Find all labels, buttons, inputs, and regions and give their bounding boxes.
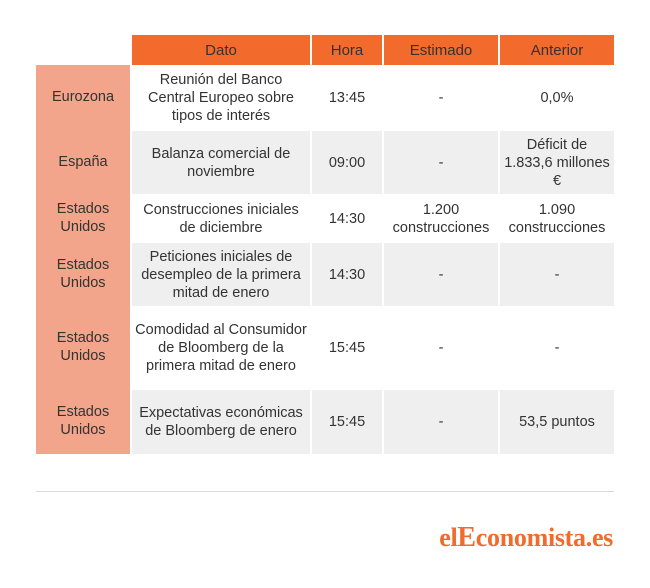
estimado-cell: - bbox=[382, 241, 498, 306]
region-cell: Estados Unidos bbox=[36, 241, 130, 306]
region-cell: Estados Unidos bbox=[36, 388, 130, 454]
region-cell: Estados Unidos bbox=[36, 194, 130, 241]
estimado-cell: 1.200 construcciones bbox=[382, 194, 498, 241]
header-anterior: Anterior bbox=[498, 35, 614, 65]
footer-divider bbox=[36, 491, 614, 492]
estimado-cell: - bbox=[382, 306, 498, 388]
anterior-cell: 1.090 construcciones bbox=[498, 194, 614, 241]
anterior-cell: Déficit de 1.833,6 millones € bbox=[498, 129, 614, 194]
anterior-cell: 53,5 puntos bbox=[498, 388, 614, 454]
table-row bbox=[36, 241, 614, 306]
table-row bbox=[36, 388, 614, 454]
hora-cell: 14:30 bbox=[310, 194, 382, 241]
economic-calendar-table bbox=[36, 35, 614, 454]
hora-cell: 13:45 bbox=[310, 65, 382, 129]
dato-cell: Construcciones iniciales de diciembre bbox=[130, 194, 310, 241]
region-cell: Estados Unidos bbox=[36, 306, 130, 388]
anterior-cell: - bbox=[498, 306, 614, 388]
estimado-cell: - bbox=[382, 388, 498, 454]
anterior-cell: - bbox=[498, 241, 614, 306]
table-header-row bbox=[36, 35, 614, 65]
hora-cell: 09:00 bbox=[310, 129, 382, 194]
header-hora: Hora bbox=[310, 35, 382, 65]
logo-part-conomista: conomista.es bbox=[475, 523, 613, 552]
region-cell: España bbox=[36, 129, 130, 194]
table-row bbox=[36, 65, 614, 129]
dato-cell: Balanza comercial de noviembre bbox=[130, 129, 310, 194]
dato-cell: Comodidad al Consumidor de Bloomberg de la primera mitad de enero bbox=[130, 306, 310, 388]
estimado-cell: - bbox=[382, 65, 498, 129]
anterior-cell: 0,0% bbox=[498, 65, 614, 129]
logo-part-el: el bbox=[439, 523, 458, 552]
hora-cell: 15:45 bbox=[310, 388, 382, 454]
region-cell: Eurozona bbox=[36, 65, 130, 129]
estimado-cell: - bbox=[382, 129, 498, 194]
header-blank-cell bbox=[36, 35, 130, 65]
logo-part-e: E bbox=[457, 522, 476, 553]
header-dato: Dato bbox=[130, 35, 310, 65]
table-row bbox=[36, 306, 614, 388]
header-estimado: Estimado bbox=[382, 35, 498, 65]
table-row bbox=[36, 129, 614, 194]
eleconomista-logo[interactable] bbox=[439, 522, 613, 554]
dato-cell: Reunión del Banco Central Europeo sobre tipos de interés bbox=[130, 65, 310, 129]
calendar-table-container bbox=[36, 35, 614, 454]
hora-cell: 15:45 bbox=[310, 306, 382, 388]
hora-cell: 14:30 bbox=[310, 241, 382, 306]
dato-cell: Expectativas económicas de Bloomberg de enero bbox=[130, 388, 310, 454]
table-row bbox=[36, 194, 614, 241]
dato-cell: Peticiones iniciales de desempleo de la primera mitad de enero bbox=[130, 241, 310, 306]
